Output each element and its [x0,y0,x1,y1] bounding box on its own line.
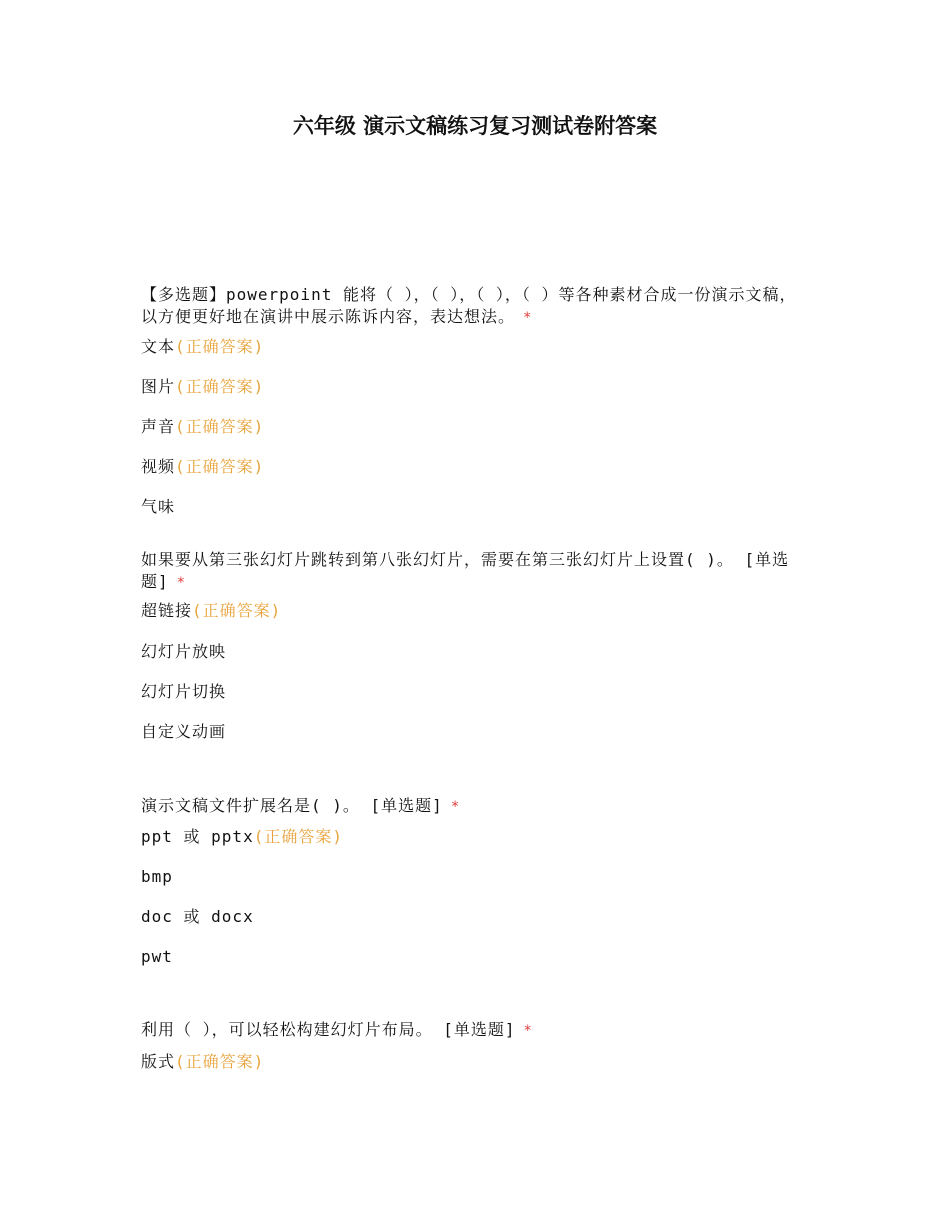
option-label: 幻灯片切换 [141,682,227,701]
question-text: 如果要从第三张幻灯片跳转到第八张幻灯片，需要在第三张幻灯片上设置( )。 [单选题] [141,550,790,591]
option-2-2[interactable] [141,641,226,663]
required-mark: * [523,310,533,326]
question-text: 【多选题】powerpoint 能将（ ），（ ），（ ），（ ）等各种素材合成一份演示文稿，以方便更好地在演讲中展示陈诉内容，表达想法。 [141,285,797,326]
question-3 [141,795,811,818]
question-1 [141,284,811,329]
option-1-4[interactable] [141,456,264,478]
correct-answer-tag: (正确答案) [175,337,265,356]
required-mark: * [176,575,187,591]
question-4 [141,1019,811,1042]
option-label: pwt [141,947,173,966]
question-text: 演示文稿文件扩展名是( )。 [单选题] [141,796,443,815]
option-label: ppt 或 pptx [141,827,254,846]
correct-answer-tag: (正确答案) [253,827,343,846]
correct-answer-tag: (正确答案) [175,457,265,476]
correct-answer-tag: (正确答案) [175,417,265,436]
required-mark: * [450,799,461,815]
required-mark: * [523,1023,533,1039]
option-label: 图片 [141,377,176,396]
option-label: doc 或 docx [141,907,254,926]
option-2-3[interactable] [141,681,226,703]
option-2-1[interactable] [141,600,281,622]
option-2-4[interactable] [141,721,226,743]
option-label: 气味 [141,497,176,516]
option-label: 文本 [141,337,176,356]
option-label: 声音 [141,417,176,436]
option-1-3[interactable] [141,416,264,438]
option-label: 视频 [141,457,176,476]
option-label: 版式 [141,1052,176,1071]
option-label: bmp [141,867,173,886]
option-label: 自定义动画 [141,722,227,741]
option-1-2[interactable] [141,376,264,398]
question-2 [141,549,811,594]
option-3-3[interactable] [141,906,254,928]
option-1-5[interactable] [141,496,175,518]
option-3-4[interactable] [141,946,173,968]
option-label: 幻灯片放映 [141,642,227,661]
option-label: 超链接 [141,601,193,620]
question-text: 利用（ ），可以轻松构建幻灯片布局。 [单选题] [141,1020,516,1039]
correct-answer-tag: (正确答案) [175,377,265,396]
correct-answer-tag: (正确答案) [192,601,282,620]
option-3-2[interactable] [141,866,173,888]
option-1-1[interactable] [141,336,264,358]
option-3-1[interactable] [141,826,343,848]
correct-answer-tag: (正确答案) [175,1052,265,1071]
page-title: 六年级 演示文稿练习复习测试卷附答案 [292,113,658,138]
option-4-1[interactable] [141,1051,264,1073]
